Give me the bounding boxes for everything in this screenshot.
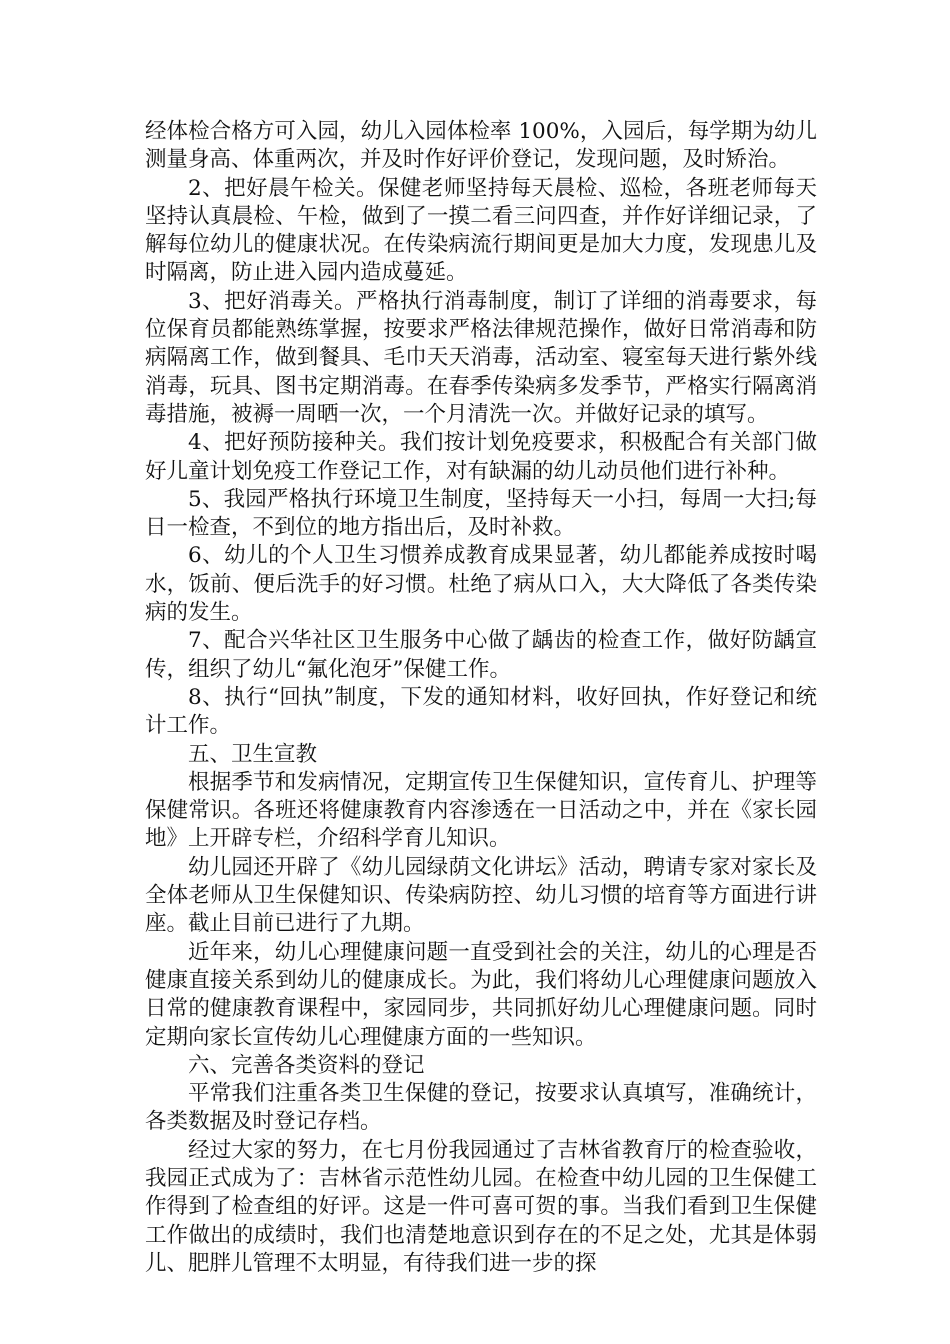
document-body: [145, 118, 817, 1278]
paragraph-vaccination: 4、把好预防接种关。我们按计划免疫要求，积极配合有关部门做好儿童计划免疫工作登记工作，对有缺漏的幼儿动员他们进行补种。: [145, 430, 817, 484]
paragraph-record-keeping: 平常我们注重各类卫生保健的登记，按要求认真填写，准确统计，各类数据及时登记存档。: [145, 1081, 817, 1135]
paragraph-seasonal-publicity: 根据季节和发病情况，定期宣传卫生保健知识，宣传育儿、护理等保健常识。各班还将健康教育内容渗透在一日活动之中，并在《家长园地》上开辟专栏，介绍科学育儿知识。: [145, 769, 817, 852]
paragraph-personal-hygiene: 6、幼儿的个人卫生习惯养成教育成果显著，幼儿都能养成按时喝水，饭前、便后洗手的好习惯。杜绝了病从口入，大大降低了各类传染病的发生。: [145, 543, 817, 626]
section-heading-records: 六、完善各类资料的登记: [188, 1052, 425, 1078]
paragraph-morning-check: 2、把好晨午检关。保健老师坚持每天晨检、巡检，各班老师每天坚持认真晨检、午检，做到了一摸二看三问四查，并作好详细记录，了解每位幼儿的健康状况。在传染病流行期间更是加大力度，发现患儿及时隔离，防止进入园内造成蔓延。: [145, 175, 817, 286]
paragraph-lecture-forum: 幼儿园还开辟了《幼儿园绿荫文化讲坛》活动，聘请专家对家长及全体老师从卫生保健知识、传染病防控、幼儿习惯的培育等方面进行讲座。截止目前已进行了九期。: [145, 854, 817, 937]
paragraph-environment-hygiene: 5、我园严格执行环境卫生制度，坚持每天一小扫，每周一大扫;每日一检查，不到位的地方指出后，及时补救。: [145, 486, 817, 541]
paragraph-inspection-result: 经过大家的努力，在七月份我园通过了吉林省教育厅的检查验收，我园正式成为了：吉林省示范性幼儿园。在检查中幼儿园的卫生保健工作得到了检查组的好评。这是一件可喜可贺的事。当我们看到卫生保健工作做出的成绩时，我们也清楚地意识到存在的不足之处，尤其是体弱儿、肥胖儿管理不太明显，有待我们进一步的探: [145, 1137, 817, 1276]
paragraph-dental-check: 7、配合兴华社区卫生服务中心做了龋齿的检查工作，做好防龋宣传，组织了幼儿“氟化泡牙”保健工作。: [145, 628, 817, 682]
paragraph-receipt-system: 8、执行“回执”制度，下发的通知材料，收好回执，作好登记和统计工作。: [145, 684, 817, 739]
paragraph-health-check-cont: 经体检合格方可入园，幼儿入园体检率 100%，入园后，每学期为幼儿测量身高、体重两次，并及时作好评价登记，发现问题，及时矫治。: [145, 119, 817, 173]
paragraph-mental-health: 近年来，幼儿心理健康问题一直受到社会的关注，幼儿的心理是否健康直接关系到幼儿的健康成长。为此，我们将幼儿心理健康问题放入日常的健康教育课程中，家园同步，共同抓好幼儿心理健康问题。同时定期向家长宣传幼儿心理健康方面的一些知识。: [145, 939, 817, 1050]
paragraph-disinfection: 3、把好消毒关。严格执行消毒制度，制订了详细的消毒要求，每位保育员都能熟练掌握，按要求严格法律规范操作，做好日常消毒和防病隔离工作，做到餐具、毛巾天天消毒，活动室、寝室每天进行紫外线消毒，玩具、图书定期消毒。在春季传染病多发季节，严格实行隔离消毒措施，被褥一周晒一次，一个月清洗一次。并做好记录的填写。: [145, 288, 817, 427]
section-heading-health-education: 五、卫生宣教: [188, 741, 318, 767]
